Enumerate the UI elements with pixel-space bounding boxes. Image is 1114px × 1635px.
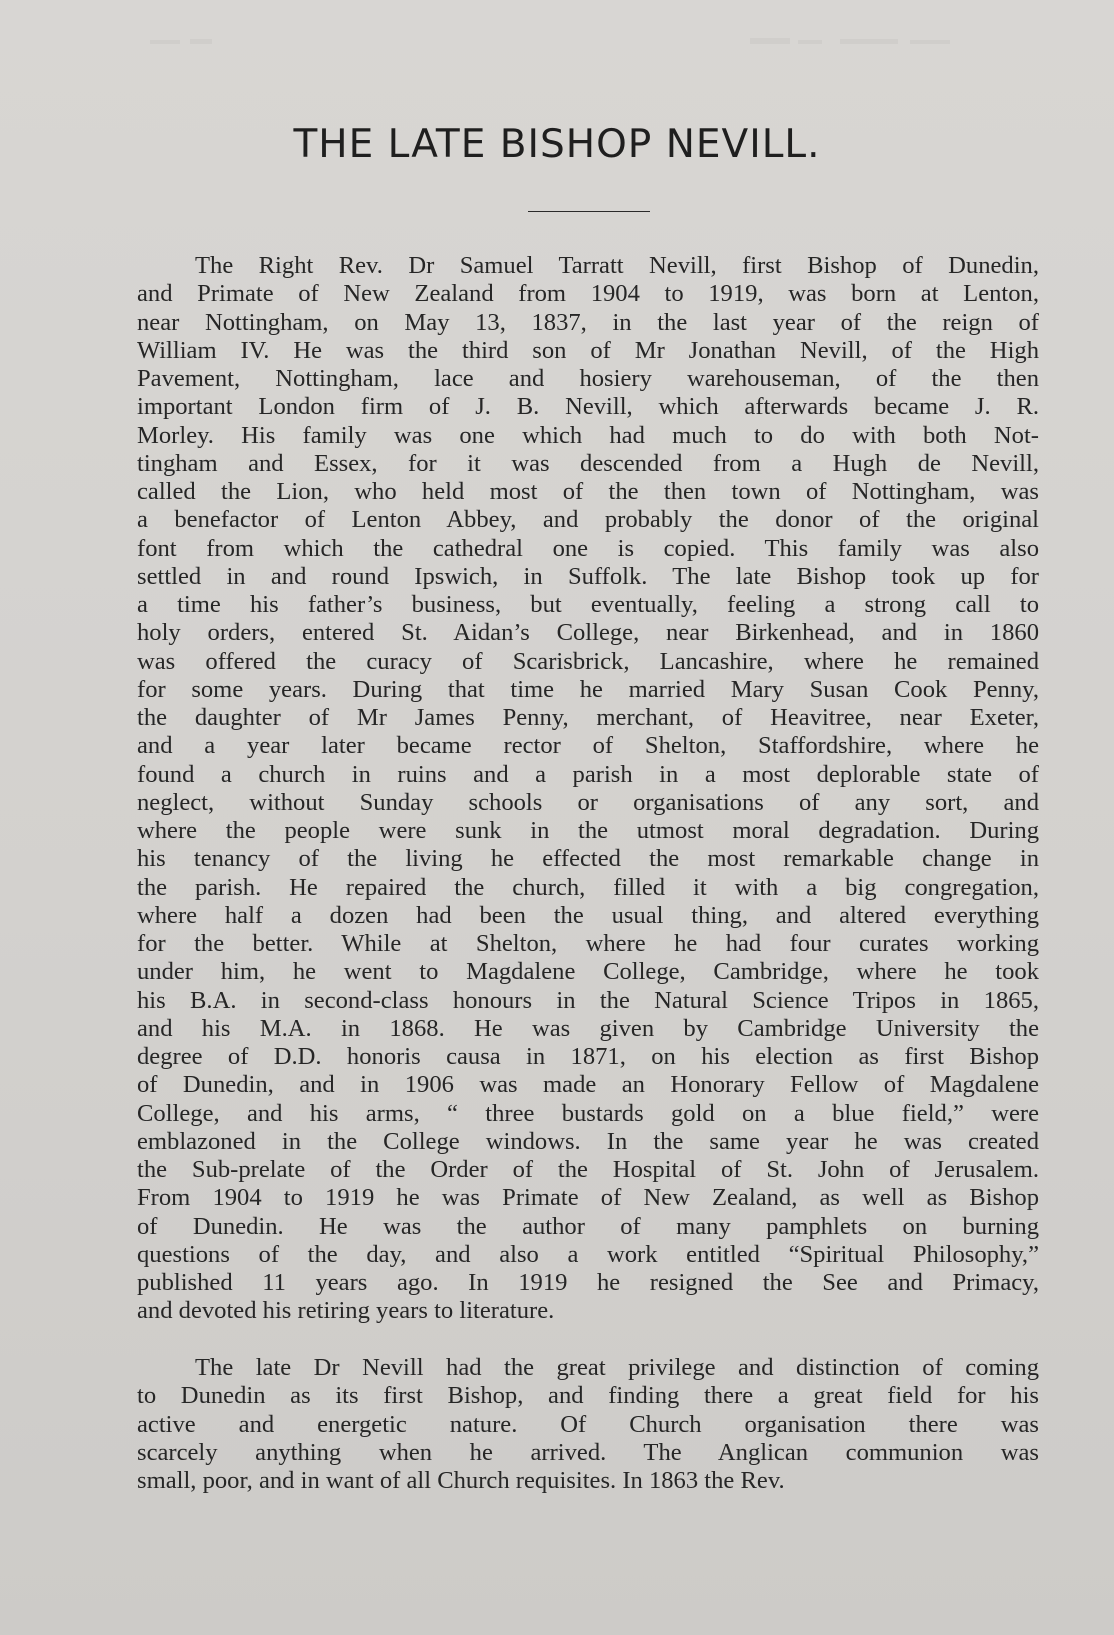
text-line: College, and his arms, “ three bustards gold on a blue field,” were: [137, 1099, 1039, 1127]
text-line: for the better. While at Shelton, where he had four curates working: [137, 930, 1039, 957]
text-line: called the Lion, who held most of the then town of Nottingham, was: [137, 478, 1039, 505]
text-line: where half a dozen had been the usual thing, and altered everything: [137, 901, 1039, 929]
text-line: font from which the cathedral one is copied. This family was also: [137, 534, 1039, 562]
text-line: scarcely anything when he arrived. The Anglican communion was: [137, 1438, 1039, 1466]
text-line: of Dunedin. He was the author of many pamphlets on burning: [137, 1212, 1039, 1240]
page-title: THE LATE BISHOP NEVILL.: [293, 122, 821, 167]
text-line: Morley. His family was one which had much to do with both Not-: [137, 421, 1039, 449]
title-divider: [528, 211, 650, 212]
bleed-marks: [150, 30, 1030, 58]
text-line: holy orders, entered St. Aidan’s College, near Birkenhead, and in 1860: [137, 619, 1039, 647]
text-line: and devoted his retiring years to literature.: [137, 1297, 555, 1325]
text-line: questions of the day, and also a work entitled “Spiritual Philosophy,”: [137, 1240, 1039, 1268]
text-line: the Sub-prelate of the Order of the Hospital of St. John of Jerusalem.: [137, 1156, 1039, 1183]
text-line: where the people were sunk in the utmost moral degradation. During: [137, 817, 1039, 844]
text-line: emblazoned in the College windows. In the same year he was created: [137, 1127, 1039, 1155]
text-line: published 11 years ago. In 1919 he resigned the See and Primacy,: [137, 1269, 1039, 1296]
text-line: William IV. He was the third son of Mr Jonathan Nevill, of the High: [137, 336, 1039, 364]
text-line: of Dunedin, and in 1906 was made an Honorary Fellow of Magdalene: [137, 1071, 1039, 1099]
text-line: tingham and Essex, for it was descended from a Hugh de Nevill,: [137, 449, 1039, 477]
text-line: near Nottingham, on May 13, 1837, in the last year of the reign of: [137, 308, 1039, 336]
text-line: settled in and round Ipswich, in Suffolk. The late Bishop took up for: [137, 562, 1039, 590]
text-line: the daughter of Mr James Penny, merchant, of Heavitree, near Exeter,: [137, 704, 1039, 731]
text-line: degree of D.D. honoris causa in 1871, on his election as first Bishop: [137, 1043, 1039, 1070]
text-line: the parish. He repaired the church, filled it with a big congregation,: [137, 873, 1039, 901]
text-line: found a church in ruins and a parish in a most deplorable state of: [137, 760, 1039, 788]
text-line: to Dunedin as its first Bishop, and finding there a great field for his: [137, 1382, 1039, 1410]
text-line: for some years. During that time he married Mary Susan Cook Penny,: [137, 675, 1039, 703]
text-line: his B.A. in second-class honours in the Natural Science Tripos in 1865,: [137, 986, 1039, 1014]
article-body: [137, 252, 1039, 1495]
paragraph-1: [137, 252, 1039, 1326]
text-line: From 1904 to 1919 he was Primate of New Zealand, as well as Bishop: [137, 1184, 1039, 1212]
text-line: a time his father’s business, but eventually, feeling a strong call to: [137, 591, 1039, 618]
text-line: and Primate of New Zealand from 1904 to 1919, was born at Lenton,: [137, 280, 1039, 308]
text-line: small, poor, and in want of all Church requisites. In 1863 the Rev.: [137, 1467, 785, 1494]
text-line: and his M.A. in 1868. He was given by Cambridge University the: [137, 1014, 1039, 1042]
text-line: was offered the curacy of Scarisbrick, Lancashire, where he remained: [137, 647, 1039, 675]
paragraph-gap: [137, 1326, 1039, 1355]
text-line: important London firm of J. B. Nevill, which afterwards became J. R.: [137, 393, 1039, 421]
text-line: and a year later became rector of Shelton, Staffordshire, where he: [137, 732, 1039, 760]
text-line: active and energetic nature. Of Church organisation there was: [137, 1410, 1039, 1438]
show-through-bleed: [150, 30, 1030, 58]
text-line: The Right Rev. Dr Samuel Tarratt Nevill, first Bishop of Dunedin,: [195, 252, 1039, 279]
text-line: his tenancy of the living he effected the most remarkable change in: [137, 845, 1039, 873]
text-line: The late Dr Nevill had the great privilege and distinction of coming: [195, 1354, 1039, 1381]
text-line: under him, he went to Magdalene College, Cambridge, where he took: [137, 958, 1039, 986]
text-line: a benefactor of Lenton Abbey, and probably the donor of the original: [137, 506, 1039, 534]
paragraph-2: [137, 1354, 1039, 1495]
text-line: Pavement, Nottingham, lace and hosiery warehouseman, of the then: [137, 365, 1039, 392]
text-line: neglect, without Sunday schools or organisations of any sort, and: [137, 788, 1039, 816]
